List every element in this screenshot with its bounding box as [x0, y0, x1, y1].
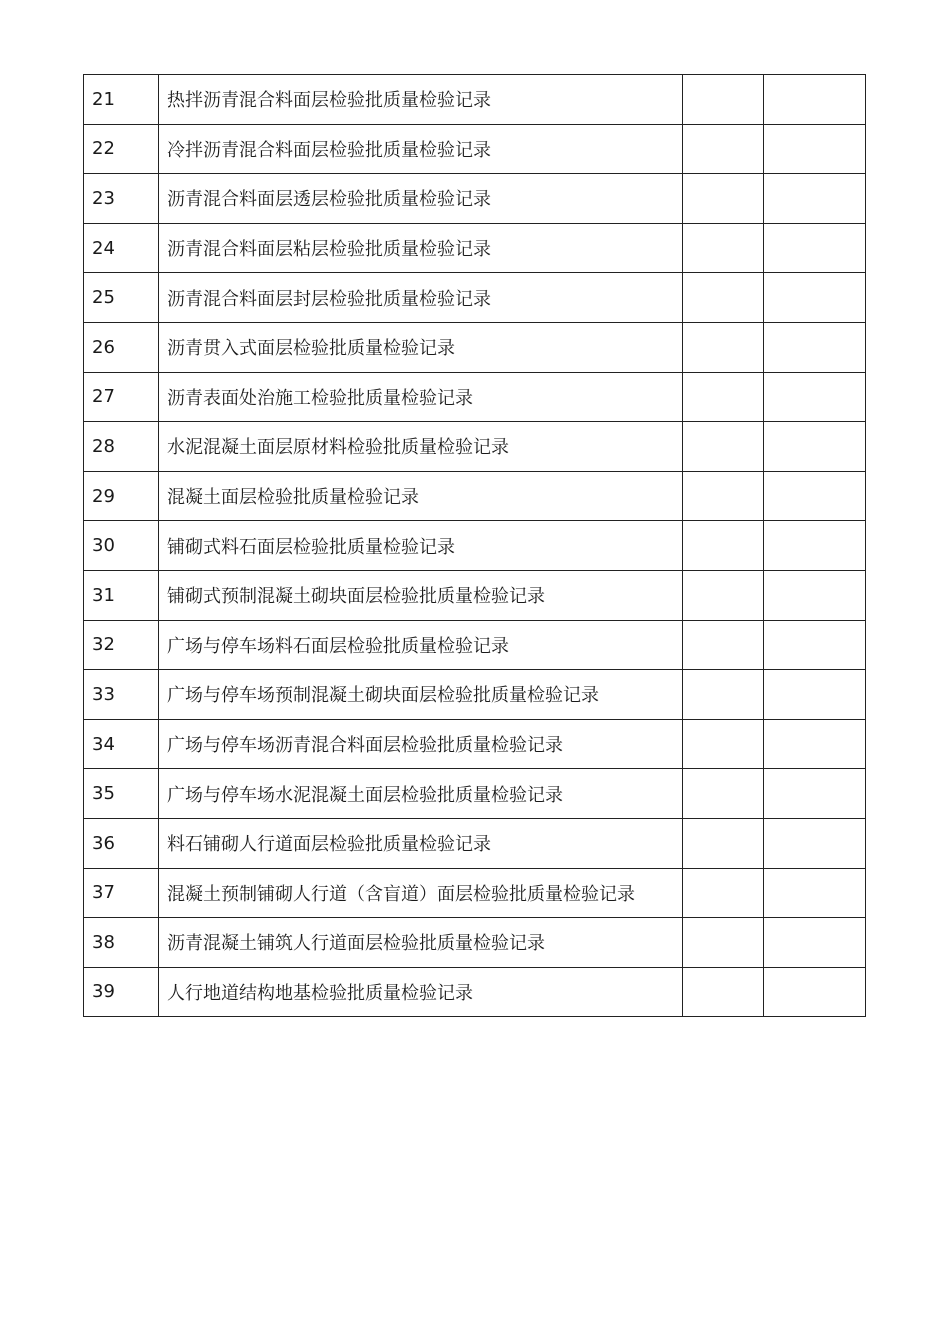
row-number: 24	[84, 223, 159, 273]
row-number: 32	[84, 620, 159, 670]
record-name: 沥青混合料面层粘层检验批质量检验记录	[159, 223, 683, 273]
empty-cell	[764, 422, 866, 472]
table-body	[84, 75, 866, 1017]
row-number: 36	[84, 818, 159, 868]
record-name: 铺砌式预制混凝土砌块面层检验批质量检验记录	[159, 570, 683, 620]
empty-cell	[764, 918, 866, 968]
record-name: 混凝土预制铺砌人行道（含盲道）面层检验批质量检验记录	[159, 868, 683, 918]
table-row	[84, 322, 866, 372]
record-name: 冷拌沥青混合料面层检验批质量检验记录	[159, 124, 683, 174]
row-number: 28	[84, 422, 159, 472]
row-number: 27	[84, 372, 159, 422]
empty-cell	[683, 124, 764, 174]
empty-cell	[764, 670, 866, 720]
record-name: 沥青混合料面层封层检验批质量检验记录	[159, 273, 683, 323]
table-row	[84, 620, 866, 670]
table-row	[84, 174, 866, 224]
record-name: 人行地道结构地基检验批质量检验记录	[159, 967, 683, 1017]
empty-cell	[764, 75, 866, 125]
empty-cell	[683, 174, 764, 224]
empty-cell	[683, 570, 764, 620]
inspection-record-table	[83, 74, 866, 1017]
empty-cell	[683, 670, 764, 720]
empty-cell	[683, 620, 764, 670]
table-row	[84, 670, 866, 720]
empty-cell	[764, 372, 866, 422]
record-name: 沥青表面处治施工检验批质量检验记录	[159, 372, 683, 422]
empty-cell	[764, 967, 866, 1017]
table-row	[84, 967, 866, 1017]
row-number: 33	[84, 670, 159, 720]
record-name: 沥青混合料面层透层检验批质量检验记录	[159, 174, 683, 224]
row-number: 31	[84, 570, 159, 620]
record-name: 热拌沥青混合料面层检验批质量检验记录	[159, 75, 683, 125]
empty-cell	[764, 769, 866, 819]
empty-cell	[764, 273, 866, 323]
empty-cell	[764, 521, 866, 571]
empty-cell	[764, 868, 866, 918]
record-name: 广场与停车场沥青混合料面层检验批质量检验记录	[159, 719, 683, 769]
empty-cell	[764, 818, 866, 868]
table-row	[84, 273, 866, 323]
table-row	[84, 868, 866, 918]
row-number: 38	[84, 918, 159, 968]
empty-cell	[683, 372, 764, 422]
record-name: 料石铺砌人行道面层检验批质量检验记录	[159, 818, 683, 868]
empty-cell	[764, 471, 866, 521]
empty-cell	[683, 223, 764, 273]
empty-cell	[683, 769, 764, 819]
row-number: 39	[84, 967, 159, 1017]
empty-cell	[764, 719, 866, 769]
record-name: 水泥混凝土面层原材料检验批质量检验记录	[159, 422, 683, 472]
row-number: 35	[84, 769, 159, 819]
empty-cell	[683, 918, 764, 968]
empty-cell	[683, 868, 764, 918]
empty-cell	[683, 471, 764, 521]
empty-cell	[683, 521, 764, 571]
empty-cell	[764, 174, 866, 224]
table-row	[84, 918, 866, 968]
empty-cell	[683, 967, 764, 1017]
table-row	[84, 521, 866, 571]
empty-cell	[764, 570, 866, 620]
row-number: 25	[84, 273, 159, 323]
record-name: 广场与停车场料石面层检验批质量检验记录	[159, 620, 683, 670]
record-name: 广场与停车场水泥混凝土面层检验批质量检验记录	[159, 769, 683, 819]
row-number: 37	[84, 868, 159, 918]
row-number: 23	[84, 174, 159, 224]
table-row	[84, 124, 866, 174]
empty-cell	[683, 422, 764, 472]
table-row	[84, 75, 866, 125]
record-name: 沥青混凝土铺筑人行道面层检验批质量检验记录	[159, 918, 683, 968]
record-name: 沥青贯入式面层检验批质量检验记录	[159, 322, 683, 372]
empty-cell	[764, 322, 866, 372]
table-row	[84, 372, 866, 422]
table-row	[84, 570, 866, 620]
empty-cell	[764, 223, 866, 273]
record-name: 混凝土面层检验批质量检验记录	[159, 471, 683, 521]
table-row	[84, 818, 866, 868]
record-name: 广场与停车场预制混凝土砌块面层检验批质量检验记录	[159, 670, 683, 720]
table-row	[84, 223, 866, 273]
table-row	[84, 471, 866, 521]
row-number: 30	[84, 521, 159, 571]
row-number: 34	[84, 719, 159, 769]
table-row	[84, 769, 866, 819]
empty-cell	[683, 818, 764, 868]
row-number: 22	[84, 124, 159, 174]
table-row	[84, 422, 866, 472]
empty-cell	[683, 273, 764, 323]
empty-cell	[683, 322, 764, 372]
empty-cell	[683, 719, 764, 769]
empty-cell	[683, 75, 764, 125]
row-number: 26	[84, 322, 159, 372]
empty-cell	[764, 124, 866, 174]
row-number: 29	[84, 471, 159, 521]
row-number: 21	[84, 75, 159, 125]
record-name: 铺砌式料石面层检验批质量检验记录	[159, 521, 683, 571]
empty-cell	[764, 620, 866, 670]
table-row	[84, 719, 866, 769]
